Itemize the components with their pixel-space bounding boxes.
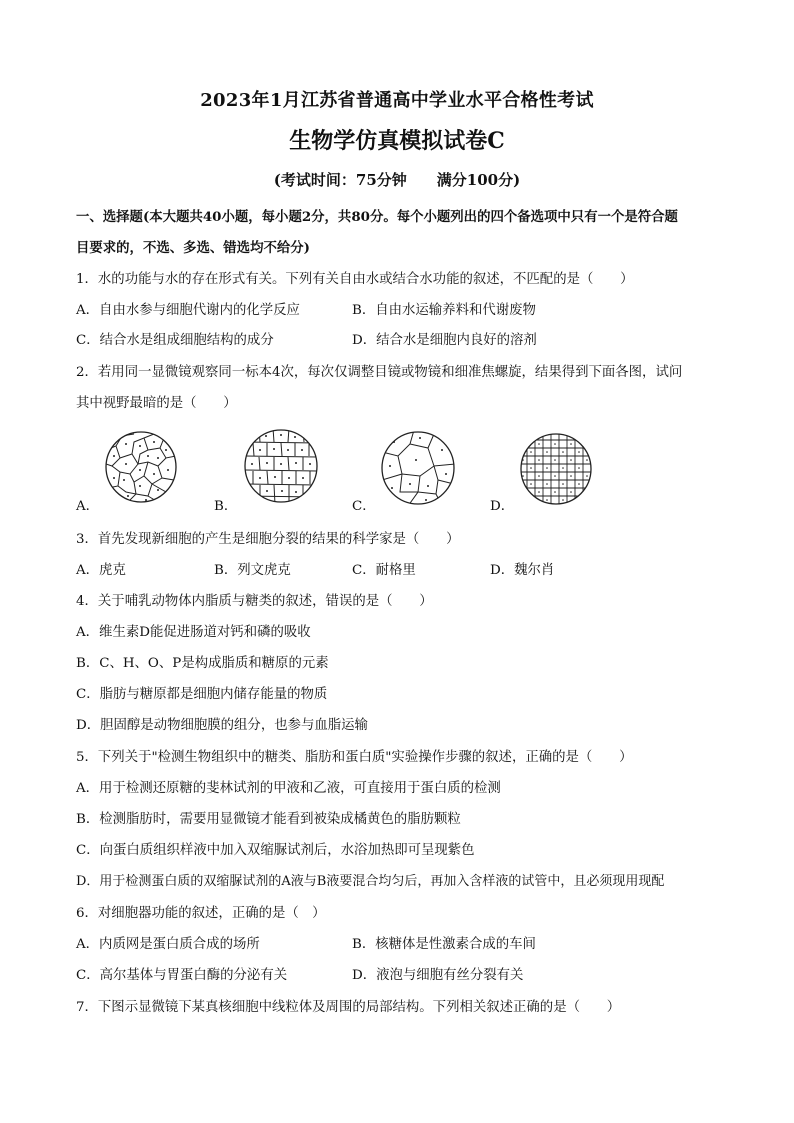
q6-option-c: C．高尔基体与胃蛋白酶的分泌有关 xyxy=(76,968,288,983)
q3-option-a: A．虎克 xyxy=(76,563,126,578)
q6-option-a: A．内质网是蛋白质合成的场所 xyxy=(76,937,260,952)
q7-stem: 7．下图示显微镜下某真核细胞中线粒体及周围的局部结构。下列相关叙述正确的是（ ） xyxy=(76,1000,621,1015)
section-heading-line1: 一、选择题(本大题共40小题，每小题2分，共80分。每个小题列出的四个备选项中只有一个是符合题 xyxy=(76,209,678,225)
q5-option-d: D．用于检测蛋白质的双缩脲试剂的A液与B液要混合均匀后，再加入含样液的试管中，且必须现用现配 xyxy=(76,874,665,889)
microscope-view-d xyxy=(519,432,593,506)
q6-stem: 6．对细胞器功能的叙述，正确的是（ ） xyxy=(76,906,326,921)
q4-option-c: C．脂肪与糖原都是细胞内储存能量的物质 xyxy=(76,687,328,702)
q3-option-d: D．魏尔肖 xyxy=(490,563,555,578)
q5-option-c: C．向蛋白质组织样液中加入双缩脲试剂后，水浴加热即可呈现紫色 xyxy=(76,843,475,858)
q1-stem: 1．水的功能与水的存在形式有关。下列有关自由水或结合水功能的叙述，不匹配的是（ ） xyxy=(76,272,634,287)
exam-title: 2023年1月江苏省普通高中学业水平合格性考试 xyxy=(200,90,594,111)
q5-stem: 5．下列关于"检测生物组织中的糖类、脂肪和蛋白质"实验操作步骤的叙述，正确的是（ ） xyxy=(76,750,633,765)
q4-option-b: B．C、H、O、P是构成脂质和糖原的元素 xyxy=(76,656,329,671)
q4-stem: 4．关于哺乳动物体内脂质与糖类的叙述，错误的是（ ） xyxy=(76,594,433,609)
q1-option-d: D．结合水是细胞内良好的溶剂 xyxy=(352,333,537,348)
q2-label-c: C． xyxy=(352,499,376,514)
q6-option-d: D．液泡与细胞有丝分裂有关 xyxy=(352,968,524,983)
q3-stem: 3．首先发现新细胞的产生是细胞分裂的结果的科学家是（ ） xyxy=(76,532,460,547)
exam-info: (考试时间：75分钟 满分100分) xyxy=(273,171,521,189)
microscope-view-a xyxy=(104,430,178,504)
section-heading-line2: 目要求的，不选、多选、错选均不给分) xyxy=(76,240,310,256)
q4-option-a: A．维生素D能促进肠道对钙和磷的吸收 xyxy=(76,625,311,640)
q2-stem-line2: 其中视野最暗的是（ ） xyxy=(76,396,237,411)
q2-stem-line1: 2．若用同一显微镜观察同一标本4次，每次仅调整目镜或物镜和细准焦螺旋，结果得到下面各图，试问 xyxy=(76,365,683,380)
q1-option-a: A．自由水参与细胞代谢内的化学反应 xyxy=(76,303,300,318)
q2-label-d: D． xyxy=(490,499,515,514)
q4-option-d: D．胆固醇是动物细胞膜的组分，也参与血脂运输 xyxy=(76,718,368,733)
q6-option-b: B．核糖体是性激素合成的车间 xyxy=(352,937,536,952)
q3-option-c: C．耐格里 xyxy=(352,563,416,578)
q2-label-b: B． xyxy=(214,499,238,514)
q5-option-b: B．检测脂肪时，需要用显微镜才能看到被染成橘黄色的脂肪颗粒 xyxy=(76,812,461,827)
microscope-view-c xyxy=(380,430,456,506)
exam-subtitle: 生物学仿真模拟试卷C xyxy=(289,128,505,154)
q2-label-a: A． xyxy=(76,499,100,514)
q5-option-a: A．用于检测还原糖的斐林试剂的甲液和乙液，可直接用于蛋白质的检测 xyxy=(76,781,501,796)
q1-option-b: B．自由水运输养料和代谢废物 xyxy=(352,303,536,318)
q3-option-b: B．列文虎克 xyxy=(214,563,291,578)
q1-option-c: C．结合水是组成细胞结构的成分 xyxy=(76,333,274,348)
microscope-view-b xyxy=(243,428,319,504)
